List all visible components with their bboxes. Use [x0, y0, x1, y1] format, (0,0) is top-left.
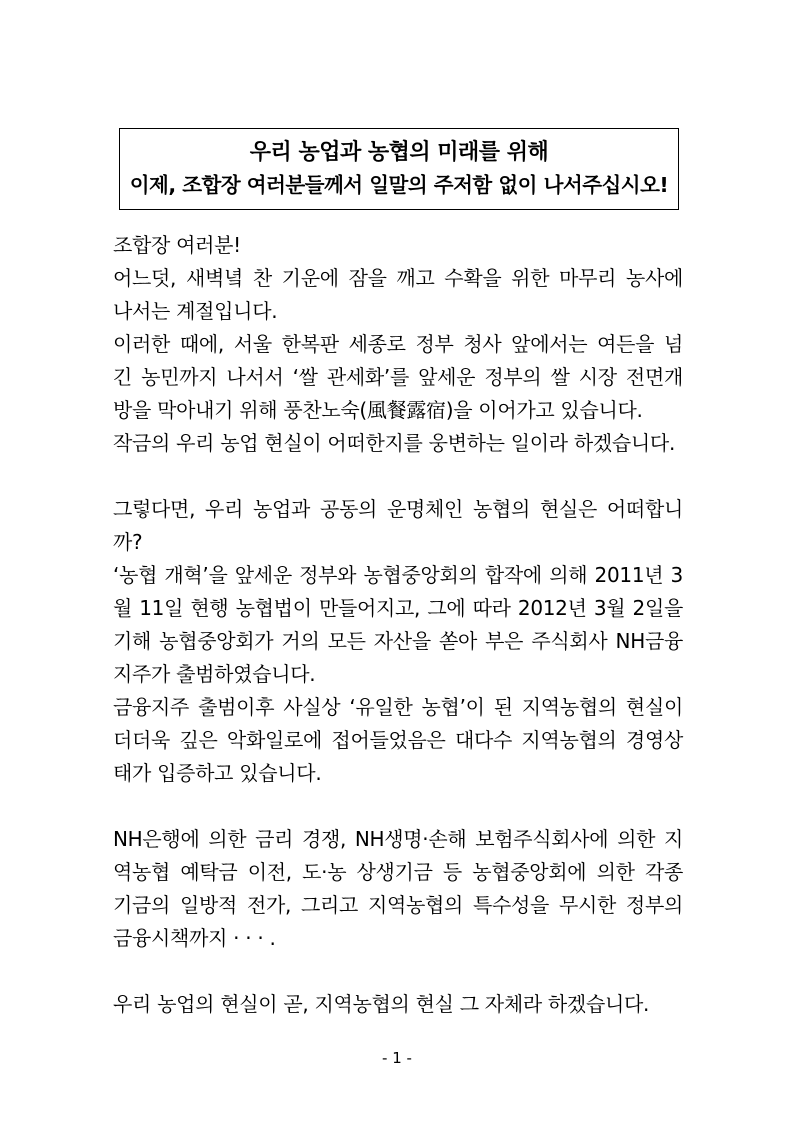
text-line: 월 11일 현행 농협법이 만들어지고, 그에 따라 2012년 3월 2일을 [113, 596, 683, 620]
text-line: 우리 농업의 현실이 곧, 지역농협의 현실 그 자체라 하겠습니다. [113, 992, 650, 1016]
text-line: 기금의 일방적 전가, 그리고 지역농협의 특수성을 무시한 정부의 [113, 893, 683, 917]
text-line: 태가 입증하고 있습니다. [113, 761, 322, 785]
text-line: ‘농협 개혁’을 앞세운 정부와 농협중앙회의 합작에 의해 2011년 3 [113, 563, 683, 587]
paragraph-4 [113, 988, 683, 1021]
text-line: 나서는 계절입니다. [113, 299, 278, 323]
title-line-1: 우리 농업과 농협의 미래를 위해 [249, 140, 549, 165]
document-body [113, 229, 683, 1021]
text-line: NH은행에 의한 금리 경쟁, NH생명·손해 보험주식회사에 의한 지 [113, 827, 683, 851]
text-line: 지주가 출범하였습니다. [113, 662, 316, 686]
text-line: 어느덧, 새벽녘 찬 기운에 잠을 깨고 수확을 위한 마무리 농사에 [113, 266, 683, 290]
paragraph-spacer [113, 955, 683, 988]
text-line: 더더욱 깊은 악화일로에 접어들었음은 대다수 지역농협의 경영상 [113, 728, 683, 752]
text-line: 방을 막아내기 위해 풍찬노숙(風餐露宿)을 이어가고 있습니다. [113, 398, 643, 422]
text-line: 기해 농협중앙회가 거의 모든 자산을 쏟아 부은 주식회사 NH금융 [113, 629, 683, 653]
page-number: - 1 - [382, 1049, 412, 1067]
text-line: 작금의 우리 농업 현실이 어떠한지를 웅변하는 일이라 하겠습니다. [113, 431, 675, 455]
paragraph-1 [113, 229, 683, 460]
paragraph-3 [113, 823, 683, 955]
title-box [119, 128, 679, 210]
title-line-2: 이제, 조합장 여러분들께서 일말의 주저함 없이 나서주십시오! [129, 173, 669, 197]
text-line: 역농협 예탁금 이전, 도·농 상생기금 등 농협중앙회에 의한 각종 [113, 860, 683, 884]
text-line: 조합장 여러분! [113, 233, 241, 257]
paragraph-spacer [113, 460, 683, 493]
text-line: 금융시책까지 · · · . [113, 926, 276, 950]
text-line: 금융지주 출범이후 사실상 ‘유일한 농협’이 된 지역농협의 현실이 [113, 695, 683, 719]
text-line: 이러한 때에, 서울 한복판 세종로 정부 청사 앞에서는 여든을 넘 [113, 332, 683, 356]
text-line: 그렇다면, 우리 농업과 공동의 운명체인 농협의 현실은 어떠합니 [113, 497, 683, 521]
text-line: 긴 농민까지 나서서 ‘쌀 관세화’를 앞세운 정부의 쌀 시장 전면개 [113, 365, 683, 389]
paragraph-2 [113, 493, 683, 790]
text-line: 까? [113, 530, 143, 554]
paragraph-spacer [113, 790, 683, 823]
